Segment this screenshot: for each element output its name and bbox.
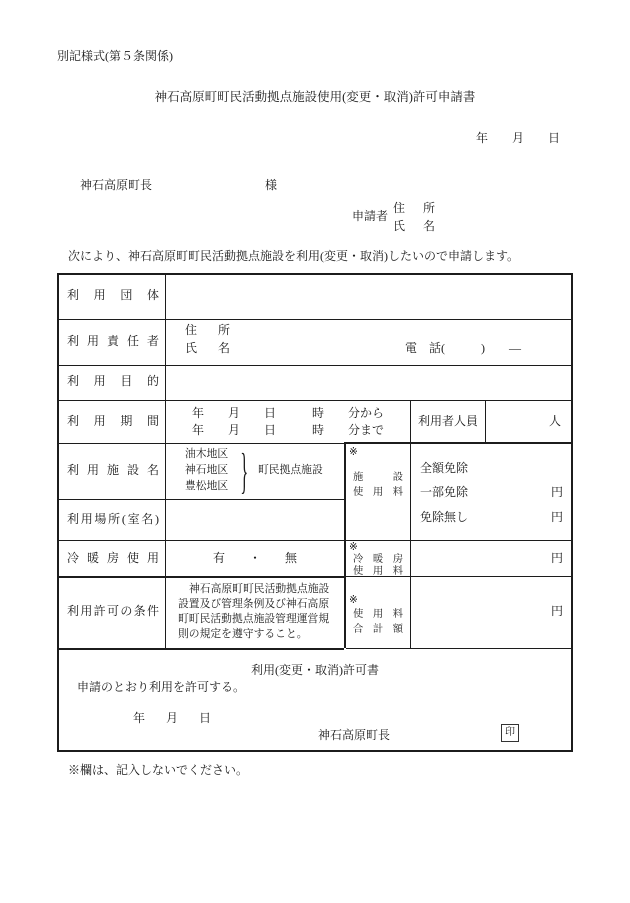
permit-date-line: 年 月 日	[133, 711, 211, 725]
row-line-7-left-thick	[57, 576, 344, 578]
field-hvac-options: 有 ・ 無	[212, 551, 297, 565]
label-manager-name: 氏 名	[185, 341, 230, 355]
application-table	[57, 273, 573, 752]
label-permit-conditions: 利用許可の条件	[67, 604, 159, 618]
field-use-group	[172, 289, 562, 313]
fee-option-no-exempt	[420, 508, 563, 525]
hvac-fee-unit: 円	[550, 551, 563, 565]
border-top	[57, 273, 573, 275]
footnote: ※欄は、記入しないでください。	[68, 763, 249, 777]
conditions-line-4: 則の規定を遵守すること。	[178, 628, 308, 640]
row-line-4-left	[57, 443, 344, 444]
label-use-group: 利 用 団 体	[67, 288, 159, 302]
label-use-place: 利用場所(室名)	[67, 512, 159, 526]
label-responsible-person: 利 用 責 任 者	[67, 334, 159, 348]
label-facility-fee-2: 使 用 料	[353, 487, 403, 498]
brace-glyph: }	[240, 443, 249, 499]
border-right	[571, 273, 573, 752]
seal-mark: 印	[501, 724, 519, 742]
application-date-line: 年 月 日	[476, 131, 561, 145]
row-line-1	[57, 319, 573, 320]
row-line-8-left-thick	[57, 648, 344, 650]
border-bottom	[57, 750, 573, 752]
label-total-fee-2: 合 計 額	[353, 624, 403, 635]
label-total-fee-1: 使 用 料	[353, 609, 403, 620]
border-left	[57, 273, 59, 752]
label-use-purpose: 利 用 目 的	[67, 374, 159, 388]
conditions-line-3: 町町民活動拠点施設管理運営規	[178, 613, 330, 625]
field-period-to: 年 月 日 時 分まで	[191, 423, 384, 437]
label-manager-address: 住 所	[185, 323, 230, 337]
label-facility-name: 利 用 施 設 名	[67, 463, 159, 477]
applicant-name-label: 氏 名	[393, 219, 435, 233]
asterisk-total-fee: ※	[349, 595, 358, 606]
permit-signer: 神石高原町長	[318, 728, 391, 742]
label-use-period: 利 用 期 間	[67, 414, 159, 428]
row-line-2	[57, 365, 573, 366]
applicant-label: 申請者	[352, 209, 389, 223]
addressee-suffix: 様	[265, 177, 278, 192]
district-jinseki: 神石地区	[185, 464, 229, 476]
total-fee-unit: 円	[550, 604, 563, 618]
row-line-4-right-thick	[344, 442, 573, 444]
asterisk-hvac-fee: ※	[349, 542, 358, 553]
form-id: 別記様式(第５条関係)	[57, 49, 173, 63]
facility-brace-note: 町民拠点施設	[258, 464, 323, 476]
row-line-6	[57, 540, 573, 541]
addressee	[68, 165, 277, 206]
row-line-3	[57, 400, 573, 401]
conditions-line-2: 設置及び管理条例及び神石高原	[178, 598, 330, 610]
field-use-purpose	[172, 373, 562, 393]
fee-option-name: 全額免除	[420, 461, 469, 475]
fee-option-name: 免除無し	[420, 510, 469, 524]
intro-sentence: 次により、神石高原町町民活動拠点施設を利用(変更・取消)したいので申請します。	[68, 249, 520, 263]
row-line-8-right	[346, 648, 573, 649]
addressee-name: 神石高原町長	[80, 177, 153, 192]
permit-title: 利用(変更・取消)許可書	[251, 663, 379, 677]
permit-body: 申請のとおり利用を許可する。	[77, 680, 246, 694]
asterisk-facility-fee: ※	[349, 447, 358, 458]
applicant-address-label: 住 所	[393, 201, 435, 215]
fee-option-unit: 円	[550, 510, 563, 524]
fee-option-partial-exempt	[420, 483, 563, 500]
field-period-from: 年 月 日 時 分から	[191, 406, 384, 420]
field-people-unit: 人	[548, 414, 561, 428]
label-hvac-use: 冷 暖 房 使 用	[67, 551, 159, 565]
divider-label-col	[165, 273, 166, 648]
row-line-5-left	[57, 499, 344, 500]
fee-option-full-exempt	[420, 459, 563, 476]
fee-option-name: 一部免除	[420, 485, 469, 499]
conditions-line-1: 神石高原町町民活動拠点施設	[189, 583, 330, 595]
label-hvac-fee-1: 冷 暖 房	[353, 554, 403, 565]
district-yuki: 油木地区	[185, 448, 229, 460]
label-people-count: 利用者人員	[417, 414, 478, 428]
label-hvac-fee-2: 使 用 料	[353, 566, 403, 577]
label-phone: 電 話( ) ―	[405, 341, 521, 355]
fee-option-unit: 円	[550, 485, 563, 499]
label-facility-fee-1: 施 設	[353, 472, 403, 483]
district-toyomatsu: 豊松地区	[185, 480, 229, 492]
divider-official-col-thick	[344, 442, 346, 648]
page-title: 神石高原町町民活動拠点施設使用(変更・取消)許可申請書	[154, 90, 476, 104]
